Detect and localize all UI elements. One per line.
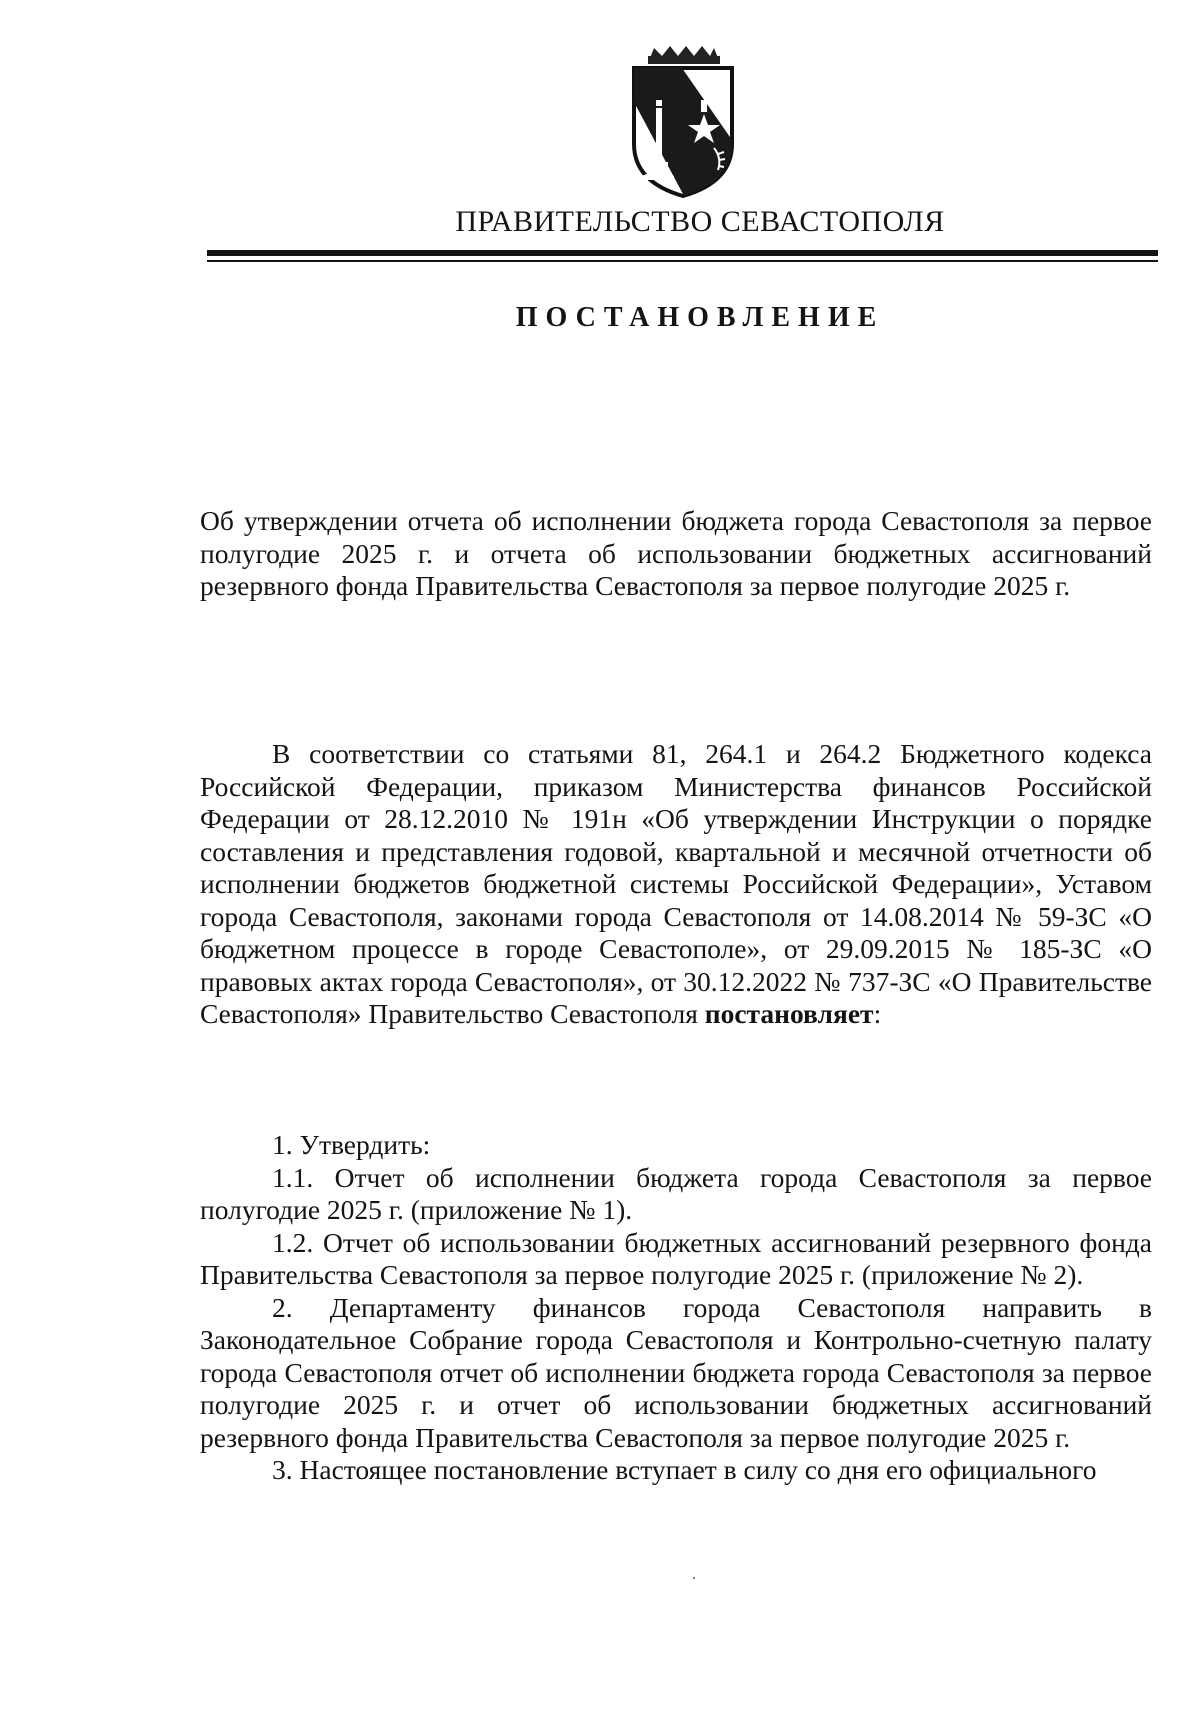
- item-3: 3. Настоящее постановление вступает в силу со дня его официального: [272, 1454, 1097, 1485]
- scan-speck: [693, 1577, 695, 1579]
- item-1: 1. Утвердить:: [272, 1129, 431, 1160]
- header-divider-thin: [207, 260, 1158, 262]
- preamble-colon: :: [873, 998, 882, 1029]
- item-1-2: 1.2. Отчет об использовании бюджетных ассигнований резервного фонда Правительства Севастополя за первое полугодие 2025 г. (приложение № 2).: [200, 1226, 1152, 1290]
- decision-word: постановляет: [704, 998, 874, 1029]
- resolution-items: [200, 1129, 1152, 1487]
- item-1-1: 1.1. Отчет об исполнении бюджета города Севастополя за первое полугодие 2025 г. (приложение № 1).: [200, 1161, 1152, 1225]
- item-2: 2. Департаменту финансов города Севастополя направить в Законодательное Собрание города Севастополя и Контрольно-счетную палату города Севастополя отчет об исполнении бюджета города Севастополя за первое полугодие 2025 г. и отчет об использовании бюджетных ассигнований резервного фонда Правительства Севастополя за первое полугодие 2025 г.: [200, 1291, 1152, 1453]
- header-divider-thick: [207, 250, 1158, 256]
- document-type: ПОСТАНОВЛЕНИЕ: [515, 302, 885, 333]
- document-subject: Об утверждении отчета об исполнении бюджета города Севастополя за первое полугодие 2025 г. и отчета об использовании бюджетных ассигнований резервного фонда Правительства Севастополя за первое полугодие 2025 г.: [200, 505, 1152, 601]
- sevastopol-coat-of-arms-icon: [618, 44, 748, 202]
- government-name: ПРАВИТЕЛЬСТВО СЕВАСТОПОЛЯ: [455, 205, 945, 238]
- preamble: [200, 738, 1152, 1031]
- preamble-text: В соответствии со статьями 81, 264.1 и 264.2 Бюджетного кодекса Российской Федерации, приказом Министерства финансов Российской Федерации от 28.12.2010 № 191н «Об утверждении Инструкции о порядке составления и представления годовой, квартальной и месячной отчетности об исполнении бюджетов бюджетной системы Российской Федерации», Уставом города Севастополя, законами города Севастополя от 14.08.2014 № 59-ЗС «О бюджетном процессе в городе Севастополе», от 29.09.2015 № 185-ЗС «О правовых актах города Севастополя», от 30.12.2022 № 737-ЗС «О Правительстве Севастополя» Правительство Севастополя: [200, 738, 1152, 1029]
